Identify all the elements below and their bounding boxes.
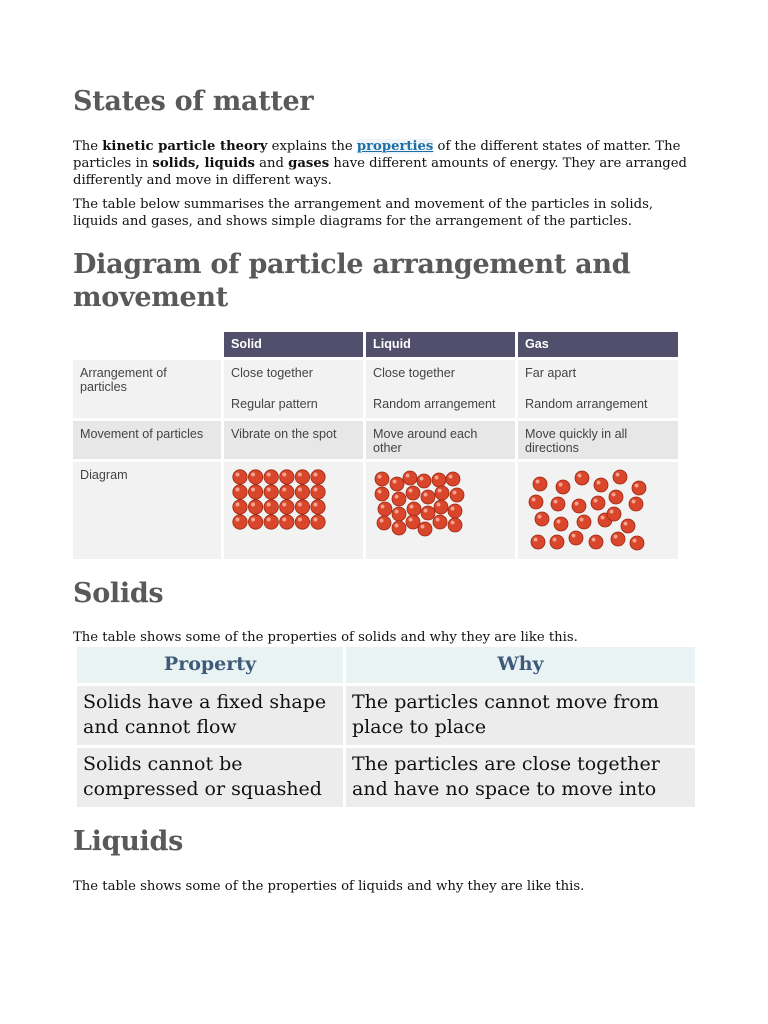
particle [280, 485, 294, 499]
particle [551, 497, 565, 511]
particle-table-header [73, 332, 678, 357]
particle-highlight [449, 475, 453, 479]
particle [554, 517, 568, 531]
particle-highlight [298, 517, 302, 521]
property-cell: Solids have a fixed shape and cannot flow [77, 686, 343, 745]
particle [264, 515, 278, 529]
particle-highlight [378, 490, 382, 494]
solids-intro: The table shows some of the properties of solids and why they are like this. [73, 630, 578, 645]
particle-highlight [282, 472, 286, 476]
particle [280, 500, 294, 514]
particle-highlight [557, 520, 561, 524]
liquid-particles-illustration [366, 462, 515, 559]
particle [589, 535, 603, 549]
particle-highlight [282, 502, 286, 506]
particle-highlight [451, 521, 455, 525]
particle [378, 502, 392, 516]
header-gas: Gas [518, 332, 678, 357]
particle-highlight [267, 502, 271, 506]
why-cell: The particles cannot move from place to place [346, 686, 695, 745]
particle-highlight [451, 507, 455, 511]
particle [233, 485, 247, 499]
particle-highlight [313, 502, 317, 506]
gas-movement: Move quickly in all directions [518, 421, 678, 459]
particle [435, 486, 449, 500]
particle [407, 502, 421, 516]
particle [448, 518, 462, 532]
particle-highlight [393, 480, 397, 484]
particle [630, 536, 644, 550]
particle-highlight [409, 518, 413, 522]
particle-highlight [424, 509, 428, 513]
liquid-movement: Move around each other [366, 421, 515, 459]
particle-highlight [580, 518, 584, 522]
particle [295, 500, 309, 514]
particle-highlight [624, 522, 628, 526]
particle [392, 492, 406, 506]
particle [417, 474, 431, 488]
particle [448, 504, 462, 518]
particle-highlight [633, 539, 637, 543]
particle [375, 487, 389, 501]
particle-highlight [235, 487, 239, 491]
particle [233, 470, 247, 484]
particle [611, 532, 625, 546]
gas-particles-illustration [518, 462, 678, 559]
particle-highlight [614, 535, 618, 539]
particle [311, 485, 325, 499]
particle [392, 521, 406, 535]
particle-highlight [267, 517, 271, 521]
page-title: States of matter [73, 86, 314, 117]
particle-highlight [282, 517, 286, 521]
particle-highlight [395, 495, 399, 499]
particle [591, 496, 605, 510]
header-liquid: Liquid [366, 332, 515, 357]
particle-highlight [267, 472, 271, 476]
particle-highlight [251, 472, 255, 476]
particle-highlight [594, 499, 598, 503]
particle-highlight [592, 538, 596, 542]
particle [632, 481, 646, 495]
particle [403, 471, 417, 485]
particle [609, 490, 623, 504]
header-solid: Solid [224, 332, 363, 357]
particle-highlight [534, 538, 538, 542]
particle-highlight [406, 474, 410, 478]
particle-highlight [616, 473, 620, 477]
particle-highlight [410, 505, 414, 509]
particle [311, 470, 325, 484]
solid-movement: Vibrate on the spot [224, 421, 363, 459]
table-row [77, 748, 695, 807]
particle-highlight [409, 489, 413, 493]
particle [377, 516, 391, 530]
liquid-diagram [366, 462, 515, 559]
particle-highlight [612, 493, 616, 497]
particle-highlight [610, 510, 614, 514]
property-cell: Solids cannot be compressed or squashed [77, 748, 343, 807]
table-row [77, 686, 695, 745]
particle [450, 488, 464, 502]
particle [233, 500, 247, 514]
particle-highlight [553, 538, 557, 542]
particle [233, 515, 247, 529]
particle-highlight [572, 534, 576, 538]
header-why: Why [346, 647, 695, 683]
liquids-heading: Liquids [73, 826, 183, 857]
particle [607, 507, 621, 521]
particle [556, 480, 570, 494]
solids-table [77, 647, 695, 810]
particle-highlight [421, 525, 425, 529]
particle [572, 499, 586, 513]
particle-highlight [251, 487, 255, 491]
particle [406, 515, 420, 529]
particle-highlight [435, 476, 439, 480]
particle [613, 470, 627, 484]
particle-highlight [251, 502, 255, 506]
arrangement-label: Arrangement of particles [73, 360, 221, 418]
particle [434, 500, 448, 514]
particle [432, 473, 446, 487]
liquids-intro: The table shows some of the properties of liquids and why they are like this. [73, 879, 585, 894]
particle [248, 470, 262, 484]
particle [295, 485, 309, 499]
particle [421, 490, 435, 504]
particle-highlight [395, 524, 399, 528]
particle [531, 535, 545, 549]
particle-highlight [559, 483, 563, 487]
diagram-label: Diagram [73, 462, 221, 559]
particle [594, 478, 608, 492]
diagram-heading: Diagram of particle arrangement and movement [73, 249, 631, 313]
particle-highlight [532, 498, 536, 502]
particle [295, 470, 309, 484]
particle [311, 515, 325, 529]
particle-highlight [381, 505, 385, 509]
particle-table [73, 332, 678, 559]
particle [433, 515, 447, 529]
particle [529, 495, 543, 509]
particle [248, 485, 262, 499]
movement-label: Movement of particles [73, 421, 221, 459]
diagram-row [73, 459, 678, 559]
particle-highlight [235, 472, 239, 476]
particle [264, 485, 278, 499]
gas-diagram [518, 462, 678, 559]
particle-highlight [437, 503, 441, 507]
particle [577, 515, 591, 529]
particle [421, 506, 435, 520]
particle-highlight [298, 487, 302, 491]
particle-highlight [632, 500, 636, 504]
table-summary-paragraph: The table below summarises the arrangement and movement of the particles in solids, liquids and gases, and shows simple diagrams for the arrangement of the particles. [73, 197, 654, 229]
particle [390, 477, 404, 491]
particle-highlight [395, 510, 399, 514]
particle-highlight [298, 502, 302, 506]
particle [535, 512, 549, 526]
solid-arrangement: Close together Regular pattern [224, 360, 363, 418]
particle-highlight [313, 472, 317, 476]
properties-link[interactable]: properties [356, 139, 434, 154]
particle [311, 500, 325, 514]
header-empty [73, 332, 221, 357]
particle [248, 500, 262, 514]
movement-row [73, 418, 678, 459]
particle [406, 486, 420, 500]
arrangement-row [73, 357, 678, 418]
particle-highlight [578, 474, 582, 478]
particle [280, 515, 294, 529]
why-cell: The particles are close together and have no space to move into [346, 748, 695, 807]
particle-highlight [436, 518, 440, 522]
particle-highlight [313, 517, 317, 521]
particle [264, 470, 278, 484]
particle-highlight [453, 491, 457, 495]
particle-highlight [438, 489, 442, 493]
liquid-arrangement: Close together Random arrangement [366, 360, 515, 418]
particle-highlight [380, 519, 384, 523]
particle-highlight [635, 484, 639, 488]
particle [533, 477, 547, 491]
particle [569, 531, 583, 545]
particle-highlight [554, 500, 558, 504]
particle-highlight [575, 502, 579, 506]
particle [295, 515, 309, 529]
particle-highlight [597, 481, 601, 485]
header-property: Property [77, 647, 343, 683]
particle-highlight [235, 502, 239, 506]
particle-highlight [267, 487, 271, 491]
particle [280, 470, 294, 484]
solid-particles-illustration [224, 462, 363, 559]
solids-heading: Solids [73, 578, 164, 609]
particle [621, 519, 635, 533]
particle-highlight [378, 475, 382, 479]
particle-highlight [538, 515, 542, 519]
gas-arrangement: Far apart Random arrangement [518, 360, 678, 418]
particle-highlight [298, 472, 302, 476]
particle [629, 497, 643, 511]
particle-highlight [313, 487, 317, 491]
particle [375, 472, 389, 486]
particle [550, 535, 564, 549]
particle-highlight [420, 477, 424, 481]
solids-table-header [77, 647, 695, 683]
solid-diagram [224, 462, 363, 559]
particle-highlight [235, 517, 239, 521]
particle [575, 471, 589, 485]
particle [392, 507, 406, 521]
particle-highlight [282, 487, 286, 491]
particle-highlight [251, 517, 255, 521]
particle [264, 500, 278, 514]
particle [418, 522, 432, 536]
intro-paragraph: The kinetic particle theory explains the properties of the different states of matter. The particles in solids, liquids and gases have different amounts of energy. They are arranged differently and move in different ways. [73, 139, 687, 188]
particle [446, 472, 460, 486]
particle-highlight [536, 480, 540, 484]
particle-highlight [424, 493, 428, 497]
particle-highlight [601, 516, 605, 520]
particle [248, 515, 262, 529]
